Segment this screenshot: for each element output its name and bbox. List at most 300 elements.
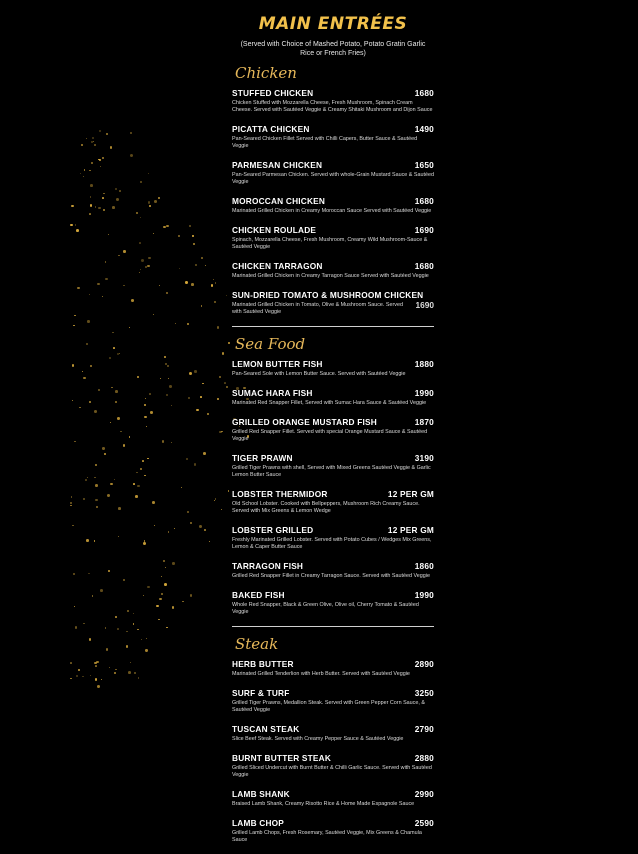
page-subtitle: (Served with Choice of Mashed Potato, Potato Gratin Garlic Rice or French Fries) [240,41,426,57]
sparkle-dot [90,365,92,367]
sparkle-dot [83,176,84,177]
sparkle-dot [112,206,115,209]
sparkle-dot [95,678,97,680]
menu-item-price: 1490 [414,124,434,134]
sparkle-dot [114,479,116,481]
menu-item-price: 3190 [414,453,434,463]
menu-item-header [232,489,434,499]
sparkle-dot [213,279,214,280]
menu-item-price: 1680 [414,261,434,271]
menu-item-header [232,561,434,571]
sparkle-dot [137,485,140,488]
sparkle-dot [99,130,101,132]
sparkle-dot [86,138,87,139]
sparkle-dot [140,217,141,218]
menu-item-header [232,225,434,235]
menu-item-price: 2590 [414,818,434,828]
sparkle-dot [95,484,98,487]
menu-item-description-wrap [232,273,434,280]
sparkle-dot [71,496,72,497]
sparkle-dot [199,525,202,528]
menu-content [232,10,434,854]
sparkle-dot [221,431,223,433]
sparkle-dot [139,242,141,244]
section-heading-steak: Steak [235,635,279,653]
sparkle-dot [73,325,75,327]
sparkle-dot [111,387,112,388]
sparkle-dot [156,605,158,607]
sparkle-dot [87,477,88,478]
sparkle-dot [185,281,188,284]
sparkle-dot [94,477,95,478]
menu-item-name: LOBSTER THERMIDOR [232,489,328,499]
menu-item-name: BAKED FISH [232,590,285,600]
sparkle-dot [92,595,94,597]
sparkle-dot [129,436,130,437]
sparkle-dot [144,404,146,406]
menu-item-description-wrap [232,501,434,515]
menu-item-header [232,196,434,206]
sparkle-dot [191,283,194,286]
sparkle-dot [102,447,105,450]
sparkle-dot [102,157,104,159]
menu-item [232,160,434,186]
menu-item-price: 3250 [414,688,434,698]
menu-item-header [232,753,434,763]
sparkle-dot [110,422,111,423]
sparkle-dot [153,233,154,234]
sparkle-dot [148,173,149,174]
sparkle-dot [163,560,165,562]
section-divider [232,626,434,627]
sparkle-dot [165,363,166,364]
menu-item [232,196,434,215]
menu-item-description: Marinated Grilled Chicken in Tomato, Olive & Mushroom Sauce. Served with Sautéed Veggie [232,302,403,315]
sparkle-dot [141,639,142,640]
menu-item [232,525,434,551]
sparkle-dot [226,386,228,388]
sparkle-dot [201,257,203,259]
sparkle-dot [202,383,204,385]
sparkle-dot [166,394,168,396]
sparkle-dot [172,562,174,564]
menu-item-price: 1690 [414,225,434,235]
sparkle-dot [140,468,143,471]
sparkle-dot [119,190,121,192]
sparkle-dot [115,616,117,618]
menu-item-description-wrap [232,602,434,616]
menu-item-description-wrap [232,429,434,443]
sparkle-dot [190,594,193,597]
sparkle-dot [186,458,188,460]
menu-item-description-wrap [232,736,434,743]
sparkle-dot [73,573,75,575]
menu-item-description-wrap [232,208,434,215]
section-seafood [232,335,434,616]
sparkle-dot [117,417,120,420]
item-list-steak [232,659,434,844]
sparkle-dot [179,268,180,269]
sparkle-dot [106,133,109,136]
sparkle-dot [95,464,97,466]
sparkle-dot [84,169,85,170]
sparkle-dot [98,207,100,209]
menu-item-description: Freshly Marinated Grilled Lobster. Served with Potato Cubes / Wedges Mix Greens, Lemon & Caper Butter Sauce [232,537,432,550]
sparkle-dot [72,525,73,526]
sparkle-dot [123,444,126,447]
menu-item [232,818,434,844]
sparkle-dot [215,282,217,284]
sparkle-dot [201,305,203,307]
menu-item [232,290,434,316]
sparkle-dot [105,627,106,628]
sparkle-dot [72,364,74,366]
menu-item [232,88,434,114]
sparkle-dot [171,442,172,443]
sparkle-dot [178,235,180,237]
sparkle-dot [126,645,129,648]
sparkle-dot [74,315,75,316]
menu-item-description: Grilled Red Snapper Fillet in Creamy Tarragon Sauce. Served with Sautéed Veggie [232,573,430,579]
sparkle-dot [187,323,189,325]
sparkle-dot [150,411,153,414]
sparkle-dot [131,299,134,302]
sparkle-dot [204,529,206,531]
menu-item [232,261,434,280]
sparkle-dot [95,499,97,501]
sparkle-dot [120,431,122,433]
sparkle-dot [166,292,168,294]
menu-item [232,561,434,580]
sparkle-dot [175,323,176,324]
sparkle-dot [116,198,119,201]
menu-item-price: 1690 [415,300,434,310]
sparkle-dot [98,389,100,391]
sparkle-dot [75,224,76,225]
menu-item-price: 1650 [414,160,434,170]
menu-item-header [232,388,434,398]
menu-item-description-wrap [232,100,434,114]
menu-item-description-wrap [232,573,434,580]
sparkle-dot [165,567,166,568]
menu-item-description: Marinated Red Snapper Fillet, Served with Sumac Hara Sauce & Sautéed Veggie [232,400,427,406]
sparkle-dot [115,669,117,671]
sparkle-dot [102,197,104,199]
sparkle-dot [154,200,157,203]
sparkle-dot [127,610,130,613]
menu-item-description-wrap [232,237,434,251]
sparkle-dot [149,205,151,207]
sparkle-dot [158,619,160,621]
sparkle-dot [103,209,105,211]
sparkle-dot [89,294,90,295]
sparkle-dot [70,224,73,227]
sparkle-dot [97,685,100,688]
menu-item-description-wrap [232,700,434,714]
menu-item-description: Braised Lamb Shank, Creamy Risotto Rice & Home Made Espagnole Sauce [232,801,415,807]
menu-item-name: SUN-DRIED TOMATO & MUSHROOM CHICKEN [232,290,424,300]
sparkle-dot [106,648,109,651]
menu-item-name: CHICKEN TARRAGON [232,261,323,271]
sparkle-dot [141,259,144,262]
sparkle-dot [71,205,73,207]
menu-item [232,659,434,678]
sparkle-dot [136,212,138,214]
sparkle-dot [145,649,147,651]
sparkle-dot [207,413,209,415]
menu-item-name: LAMB SHANK [232,789,290,799]
sparkle-dot [163,226,166,229]
sparkle-dot [130,662,131,663]
sparkle-dot [78,669,80,671]
sparkle-dot [117,628,119,630]
sparkle-dot [94,144,96,146]
sparkle-dot [200,396,202,398]
sparkle-dot [74,606,75,607]
sparkle-dot [137,376,139,378]
menu-item-header [232,261,434,271]
menu-item-price: 1990 [414,388,434,398]
menu-item-price: 12 PER GM [387,489,434,499]
menu-item-description: Pan-Seared Sole with Lemon Butter Sauce. Served with Sautéed Veggie [232,371,406,377]
sparkle-dot [162,440,165,443]
menu-item-header [232,88,434,98]
sparkle-dot [164,356,166,358]
menu-item-description: Grilled Red Snapper Fillet. Served with special Orange Mustard Sauce & Sautéed Veggie [232,429,428,442]
menu-item-description: Slice Beef Steak. Served with Creamy Pepper Sauce & Sautéed Veggie [232,736,404,742]
sparkle-dot [95,665,97,667]
sparkle-dot [79,407,81,409]
sparkle-dot [81,144,83,146]
sparkle-dot [123,579,124,580]
sparkle-dot [83,623,84,624]
menu-item-header [232,659,434,669]
sparkle-dot [70,678,71,679]
section-heading-chicken: Chicken [235,64,297,82]
menu-item-description: Whole Red Snapper, Black & Green Olive, Olive oil, Cherry Tomato & Sautéed Veggie [232,602,419,615]
sparkle-dot [203,452,206,455]
sparkle-dot [171,405,172,406]
menu-item-price: 1880 [414,359,434,369]
menu-item-description: Marinated Grilled Tenderlion with Herb Butter. Served with Sautéed Veggie [232,671,410,677]
sparkle-dot [117,353,119,355]
sparkle-dot [70,662,72,664]
menu-item-price: 1870 [414,417,434,427]
sparkle-dot [140,269,141,270]
sparkle-dot [133,613,135,615]
menu-item [232,688,434,714]
sparkle-dot [88,573,89,574]
menu-item-price: 12 PER GM [387,525,434,535]
sparkle-dot [194,370,197,373]
sparkle-dot [82,676,83,677]
item-list-seafood [232,359,434,616]
sparkle-dot [160,378,161,379]
menu-item-name: STUFFED CHICKEN [232,88,314,98]
menu-item-header [232,160,434,170]
sparkle-dot [133,623,134,624]
section-heading-seafood: Sea Food [235,335,306,353]
menu-item-header [232,417,434,427]
sparkle-dot [147,265,149,267]
menu-item-description-wrap [232,537,434,551]
menu-item [232,417,434,443]
sparkle-dot [226,295,227,296]
sparkle-dot [153,314,154,315]
sparkle-dot [134,672,135,673]
sparkle-dot [72,400,73,401]
menu-item-name: HERB BUTTER [232,659,294,669]
menu-item-name: PICATTA CHICKEN [232,124,310,134]
gold-sparkle-decoration [40,130,260,690]
sparkle-dot [128,671,131,674]
sparkle-dot [188,397,190,399]
menu-item [232,489,434,515]
item-list-chicken [232,88,434,316]
sparkle-dot [89,170,90,171]
sparkle-dot [89,401,91,403]
sparkle-dot [224,382,226,384]
sparkle-dot [94,540,95,541]
sparkle-dot [161,593,163,595]
menu-item-header [232,359,434,369]
sparkle-dot [110,483,113,486]
sparkle-dot [190,522,192,524]
sparkle-dot [159,285,160,286]
sparkle-dot [209,541,210,542]
sparkle-dot [109,667,110,668]
sparkle-dot [133,483,135,485]
sparkle-dot [107,494,110,497]
sparkle-dot [104,453,106,455]
sparkle-dot [89,638,92,641]
sparkle-dot [115,188,118,191]
sparkle-dot [166,627,168,629]
sparkle-dot [147,586,149,588]
sparkle-dot [85,479,87,481]
sparkle-dot [189,372,192,375]
sparkle-dot [219,376,221,378]
sparkle-dot [89,213,91,215]
sparkle-dot [76,229,79,232]
menu-item-description-wrap [232,801,434,808]
sparkle-dot [101,679,102,680]
sparkle-dot [146,638,147,639]
sparkle-dot [139,272,140,273]
section-chicken [232,64,434,316]
menu-item [232,359,434,378]
sparkle-dot [217,326,219,328]
sparkle-dot [182,601,184,603]
sparkle-dot [129,327,130,328]
sparkle-dot [189,225,191,227]
sparkle-dot [221,509,222,510]
sparkle-dot [96,506,98,508]
menu-item-name: CHICKEN ROULADE [232,225,317,235]
sparkle-dot [86,343,88,345]
sparkle-dot [195,264,197,266]
sparkle-dot [194,463,196,465]
menu-item-description: Chicken Stuffed with Mozzarella Cheese, Fresh Mushroom, Spinach Cream Cheese. Served with Sautéed Veggie & Creamy Shitaki Mushroom and Dijon Sauce [232,100,433,113]
menu-item [232,724,434,743]
menu-item-name: MOROCCAN CHICKEN [232,196,326,206]
sparkle-dot [138,677,140,679]
sparkle-dot [118,255,119,256]
sparkle-dot [105,261,107,263]
sparkle-dot [192,235,193,236]
menu-item [232,789,434,808]
sparkle-dot [90,184,93,187]
sparkle-dot [123,250,125,252]
sparkle-dot [114,672,116,674]
menu-item-description-wrap [232,172,434,186]
sparkle-dot [118,536,119,537]
sparkle-dot [148,257,150,259]
section-divider [232,326,434,327]
sparkle-dot [126,631,127,632]
sparkle-dot [145,398,146,399]
sparkle-dot [77,287,80,290]
menu-item-description: Pan-Seared Parmesan Chicken. Served with whole-Grain Mustard Sauce & Sautéed Veggie [232,172,434,185]
menu-item-description-wrap [232,136,434,150]
sparkle-dot [158,197,161,200]
sparkle-dot [147,458,148,459]
menu-item-description: Grilled Tiger Prawns with shell, Served with Mixed Greens Sautéed Veggie & Garlic Lemon Butter Sauce [232,465,431,478]
menu-item-price: 2890 [414,659,434,669]
menu-item-name: SUMAC HARA FISH [232,388,313,398]
menu-item-description: Pan-Seared Chicken Fillet Served with Chilli Capers, Butter Sauce & Sautéed Veggie [232,136,418,149]
sparkle-dot [80,173,81,174]
sparkle-dot [144,416,147,419]
menu-item-name: TARRAGON FISH [232,561,304,571]
menu-item-price: 1680 [414,196,434,206]
sparkle-dot [143,595,144,596]
sparkle-dot [98,159,100,161]
sparkle-dot [110,146,112,148]
sparkle-dot [140,181,142,183]
sparkle-dot [105,278,107,280]
sparkle-dot [215,498,216,499]
sparkle-dot [83,377,86,380]
sparkle-dot [91,162,93,164]
menu-item-description-wrap [232,371,434,378]
sparkle-dot [164,583,167,586]
sparkle-dot [152,501,155,504]
menu-item [232,124,434,150]
menu-item-description-wrap [232,465,434,479]
menu-item-description: Marinated Grilled Chicken in Creamy Moroccan Sauce Served with Sautéed Veggie [232,208,432,214]
sparkle-dot [93,141,94,142]
menu-item-description-wrap [232,671,434,678]
sparkle-dot [113,347,115,349]
sparkle-dot [76,675,79,678]
sparkle-dot [148,201,151,204]
menu-item-description: Grilled Sliced Undercut with Burnt Butter & Chilli Garlic Sauce. Served with Sautéed Veggie [232,765,432,778]
sparkle-dot [196,409,199,412]
menu-item-name: TUSCAN STEAK [232,724,300,734]
sparkle-dot [159,598,161,600]
sparkle-dot [103,193,104,194]
sparkle-dot [90,675,91,676]
sparkle-dot [214,301,216,303]
menu-item-header [232,688,434,698]
menu-item-price: 1990 [414,590,434,600]
menu-item-name: SURF & TURF [232,688,290,698]
sparkle-dot [115,390,118,393]
sparkle-dot [228,342,231,345]
sparkle-dot [143,542,146,545]
sparkle-dot [168,531,170,533]
